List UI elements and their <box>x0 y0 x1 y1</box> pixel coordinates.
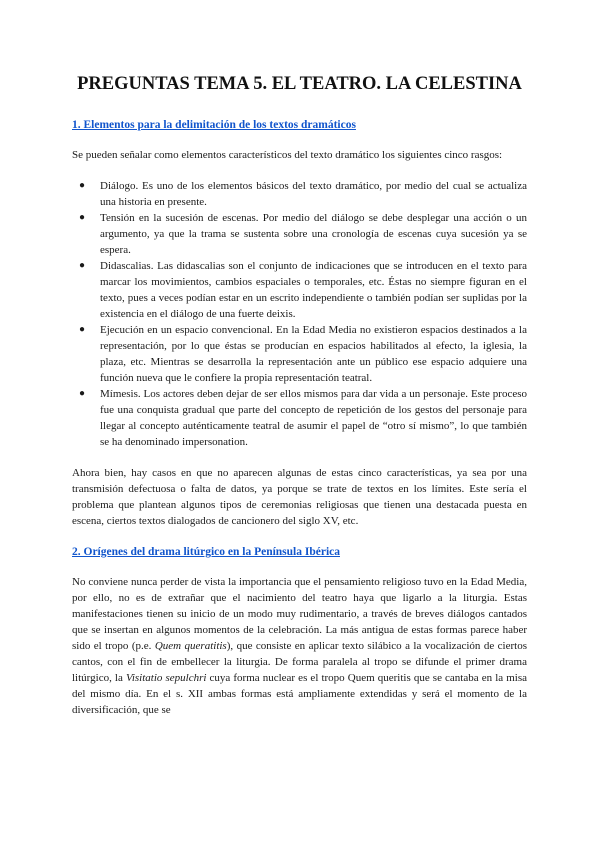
paragraph-text: ), que consiste en aplicar texto silábico a la vocalización de ciertos cantos, con el fin de embellecer la liturgia. De forma paralela al tropo se difunde el primer drama litúrgico, la <box>72 640 527 684</box>
list-item <box>79 210 527 258</box>
page-title: PREGUNTAS TEMA 5. EL TEATRO. LA CELESTINA <box>77 74 522 94</box>
bullet-icon: ● <box>79 260 86 271</box>
list-item-text: Tensión en la sucesión de escenas. Por medio del diálogo se debe desplegar una acción o un argumento, ya que la trama se sustenta sobre una cronología de escenas cuya sucesión ya se espera. <box>100 212 527 256</box>
list-item-text: Mímesis. Los actores deben dejar de ser ellos mismos para dar vida a un personaje. Este proceso fue una conquista gradual que parte del concepto de repetición de los gestos del personaje para llegar al concepto auténticamente teatral de asumir el papel de “otro sí mismo”, lo que también se ha denominado impersonation. <box>100 388 527 448</box>
section1-intro: Se pueden señalar como elementos característicos del texto dramático los siguientes cinco rasgos: <box>72 149 503 161</box>
italic-term: Quem queratitis <box>154 640 227 652</box>
section2-paragraph <box>72 574 527 718</box>
list-item-text: Didascalias. Las didascalias son el conjunto de indicaciones que se introducen en el texto para marcar los movimientos, cambios espaciales o temporales, etc. Éstas no siempre figuran en el texto, pues a veces podían estar en un escrito independiente o también podían ser suplidas por la existencia en el diálogo de una fuerte deixis. <box>100 260 527 320</box>
paragraph-text: No conviene nunca perder de vista la importancia que el pensamiento religioso tuvo en la Edad Media, por ello, no es de extrañar que el nacimiento del teatro haya que ligarlo a la liturgia. Estas manifestaciones tienen su inicio de un modo muy rudimentario, a través de breves diálogos cantados que se insertan en algunos momentos de la celebración. La más antigua de estas formas parece haber sido el tropo (p.e. <box>72 576 527 652</box>
list-item <box>79 258 527 322</box>
section-heading-1[interactable]: 1. Elementos para la delimitación de los textos dramáticos <box>72 119 356 131</box>
bullet-icon: ● <box>79 212 86 223</box>
bullet-icon: ● <box>79 388 86 399</box>
section-heading-2[interactable]: 2. Orígenes del drama litúrgico en la Península Ibérica <box>72 546 340 558</box>
paragraph-text: cuya forma nuclear es el tropo Quem queritis que se cantaba en la misa del mismo día. En el s. XII ambas formas está ampliamente extendidas y será el momento de la diversificación, que se <box>72 672 527 716</box>
section1-closing: Ahora bien, hay casos en que no aparecen algunas de estas cinco características, ya sea por una transmisión defectuosa o falta de datos, ya porque se trate de textos en los límites. Este sería el problema que plantean algunos tipos de ceremonias religiosas que tienen una destacada puesta en escena, ciertos textos dialogados de cancionero del siglo XV, etc. <box>72 467 527 527</box>
list-item-text: Diálogo. Es uno de los elementos básicos del texto dramático, por medio del cual se actualiza una historia en presente. <box>100 180 527 208</box>
bullet-icon: ● <box>79 180 86 191</box>
list-item <box>79 386 527 450</box>
list-item-text: Ejecución en un espacio convencional. En la Edad Media no existieron espacios destinados a la representación, por lo que éstas se producían en espacios habilitados al efecto, la iglesia, la plaza, etc. Mientras se desarrolla la representación ante un público ese espacio adquiere una función nueva que le confiere la propia representación teatral. <box>100 324 527 384</box>
bullet-list <box>72 178 527 450</box>
italic-term: Visitatio sepulchri <box>125 672 207 684</box>
list-item <box>79 178 527 210</box>
bullet-icon: ● <box>79 324 86 335</box>
list-item <box>79 322 527 386</box>
